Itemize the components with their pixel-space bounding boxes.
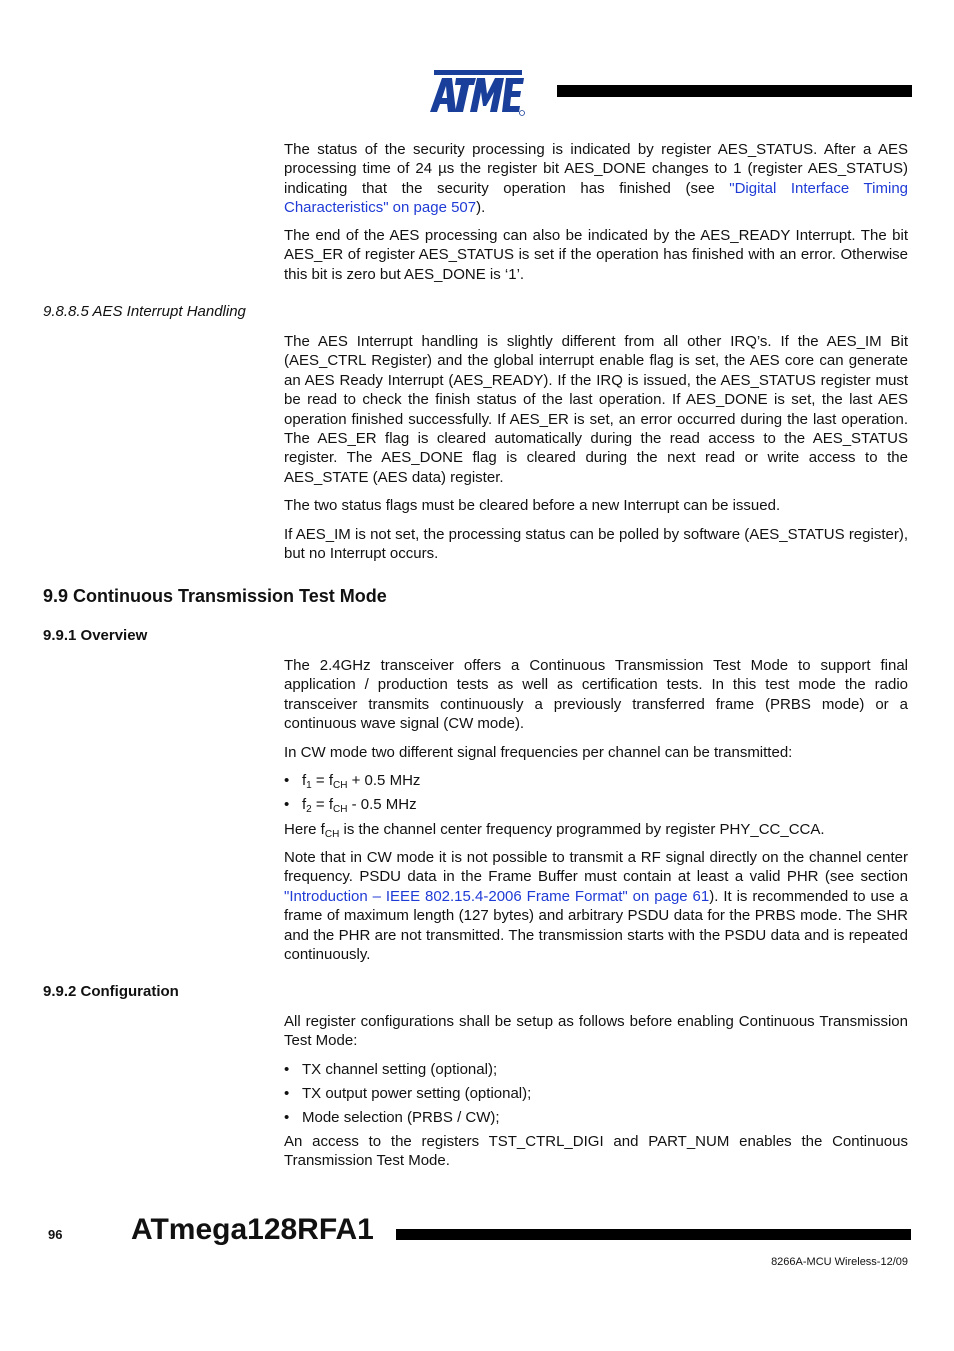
list-item: • Mode selection (PRBS / CW); — [284, 1109, 500, 1126]
footer-rule — [396, 1229, 911, 1240]
paragraph: Here $f_{CH}$ is the channel center frequency programmed by register PHY_CC_CCA. — [284, 821, 825, 840]
list-item: • $f_2 = f_{CH} - 0.5$ MHz — [284, 796, 417, 815]
header-rule — [557, 85, 912, 97]
paragraph: If AES_IM is not set, the processing status can be polled by software (AES_STATUS register), but no Interrupt occurs. — [284, 526, 908, 563]
section-heading: 9.9 Continuous Transmission Test Mode — [43, 586, 387, 606]
section-heading: 9.8.8.5 AES Interrupt Handling — [43, 303, 246, 320]
paragraph: The end of the AES processing can also be indicated by the AES_READY Interrupt. The bit AES_ER of register AES_STATUS is set if the operation has finished with an error. Otherwise this bit is zero but AES_DONE is ‘1’. — [284, 227, 908, 283]
list-item: • TX channel setting (optional); — [284, 1061, 498, 1078]
list-item: • $f_1 = f_{CH} + 0.5$ MHz — [284, 772, 421, 791]
bullet: • — [284, 796, 290, 813]
paragraph: The two status flags must be cleared before a new Interrupt can be issued. — [284, 497, 781, 514]
brand-name — [428, 64, 528, 112]
cross-reference-link[interactable]: "Digital Interface Timing Characteristics" on page 507 — [284, 179, 908, 217]
paragraph: The AES Interrupt handling is slightly different from all other IRQ’s. If the AES_IM Bit (AES_CTRL Register) and the global interrupt enable flag is set, the AES core can generate an AES Ready Interrupt (AES_READY). If the IRQ is issued, the AES_STATUS register must be read to check the finish status of the last operation. If AES_DONE is set, the last AES operation finished successfully. If AES_ER is set, an error occurred during the last operation. The AES_ER flag is cleared automatically during the read access to the AES_STATUS register. The AES_DONE flag is cleared during the next read or write access to the AES_STATE (AES data) register. — [284, 333, 908, 486]
page-number: 96 — [48, 1227, 63, 1242]
paragraph: The 2.4GHz transceiver offers a Continuous Transmission Test Mode to support final application / production tests as well as certification tests. In this test mode the radio transceiver transmits continuously a previously transferred frame (PRBS mode) or a continuous wave signal (CW mode). — [284, 657, 908, 733]
document-title: ATmega128RFA1 — [131, 1213, 374, 1246]
list-item: • TX output power setting (optional); — [284, 1085, 532, 1102]
subsection-heading: 9.9.1 Overview — [43, 627, 148, 644]
bullet: • — [284, 1061, 290, 1078]
paragraph: An access to the registers TST_CTRL_DIGI and PART_NUM enables the Continuous Transmission Test Mode. — [284, 1133, 908, 1170]
cross-reference-link[interactable]: "Introduction – IEEE 802.15.4-2006 Frame Format" on page 61 — [284, 887, 710, 905]
paragraph: Note that in CW mode it is not possible to transmit a RF signal directly on the channel center frequency. PSDU data in the Frame Buffer must contain at least a valid PHR (see section "Introduction – IEEE 802.15.4-2006 Frame Format" on page 61). It is recommended to use a frame of maximum length (127 bytes) and arbitrary PSDU data for the PRBS mode. The SHR and the PHR are not transmitted. The transmission starts with the PSDU data and is repeated continuously. — [284, 849, 908, 964]
paragraph: All register configurations shall be setup as follows before enabling Continuous Transmission Test Mode: — [284, 1013, 908, 1050]
paragraph: In CW mode two different signal frequencies per channel can be transmitted: — [284, 744, 793, 761]
subsection-heading: 9.9.2 Configuration — [43, 983, 179, 1000]
bullet: • — [284, 1085, 290, 1102]
bullet: • — [284, 1109, 290, 1126]
paragraph: The status of the security processing is indicated by register AES_STATUS. After a AES processing time of 24 µs the register bit AES_DONE changes to 1 (register AES_STATUS) indicating that the security operation has finished (see "Digital Interface Timing Characteristics" on page 507). — [284, 141, 908, 217]
bullet: • — [284, 772, 290, 789]
document-reference: 8266A-MCU Wireless-12/09 — [771, 1256, 908, 1268]
